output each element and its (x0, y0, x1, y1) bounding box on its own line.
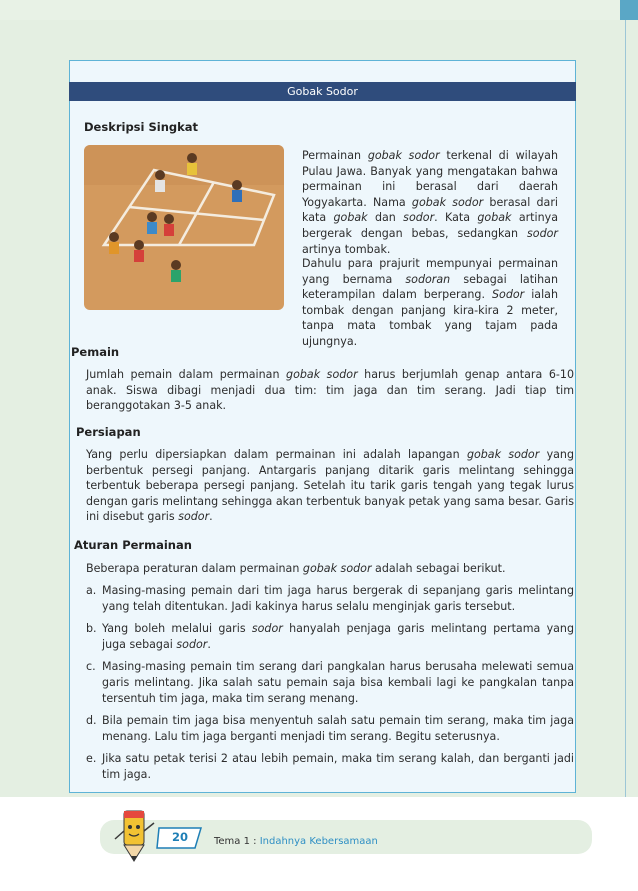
italic-term: gobak sodor (302, 562, 372, 575)
aturan-intro (86, 561, 574, 577)
text-run: . (209, 510, 213, 524)
game-illustration (84, 145, 284, 310)
deskripsi-paragraph-1 (302, 148, 558, 257)
text-run: . Kata (434, 211, 478, 225)
italic-term: sodor (403, 211, 435, 225)
box-title: Gobak Sodor (69, 82, 576, 101)
rule-label: a. (86, 584, 97, 597)
italic-term: sodor (527, 226, 558, 240)
italic-term: sodoran (405, 272, 451, 286)
text-run: yang berbentuk persegi panjang. Antargaris panjang ditarik garis melintang sehingga terbentuk beberapa persegi panjang. Setelah itu tarik garis tengah yang tegak lurus dengan garis melintang sehingga akan terbentuk banyak petak yang sama besar. Garis ini disebut garis (86, 448, 575, 524)
pencil-mascot-icon (110, 805, 160, 867)
heading-aturan: Aturan Permainan (74, 538, 192, 552)
italic-term: Sodor (491, 288, 525, 302)
text-run: . (207, 637, 211, 651)
italic-term: gobak (477, 211, 512, 225)
page-number: 20 (171, 830, 188, 844)
italic-term: gobak sodor (466, 448, 540, 461)
rules-list (86, 583, 574, 783)
text-run: Masing-masing pemain dari tim jaga harus bergerak di sepanjang garis melintang yang telah ditentukan. Jadi kakinya harus selalu menginjak garis tersebut. (102, 584, 574, 613)
rule-text (102, 621, 574, 652)
rule-item (86, 583, 574, 614)
rule-text (102, 751, 574, 782)
footer-theme-label: Tema 1 : (214, 836, 260, 847)
text-run: Yang boleh melalui garis (102, 622, 252, 636)
rule-label: e. (86, 752, 97, 766)
rule-text (102, 659, 574, 706)
deskripsi-paragraph-2 (302, 256, 558, 350)
rule-item (86, 751, 574, 782)
text-run: Jumlah pemain dalam permainan (86, 368, 287, 381)
heading-deskripsi: Deskripsi Singkat (84, 120, 199, 134)
heading-persiapan: Persiapan (76, 425, 141, 439)
text-run: Permainan (302, 149, 368, 162)
text-run: artinya bergerak dengan bebas, sedangkan (302, 211, 559, 240)
italic-term: sodor (251, 622, 283, 636)
text-run: Bila pemain tim jaga bisa menyentuh salah satu pemain tim serang, maka tim jaga menang. Lalu tim jaga berganti menjadi tim serang. Begitu seterusnya. (102, 714, 574, 743)
text-run: sebagai latihan keterampilan dalam berperang. (302, 272, 558, 302)
rule-item (86, 621, 574, 652)
text-run: Yang perlu dipersiapkan dalam permainan ini adalah lapangan (86, 448, 467, 461)
rule-text (102, 713, 574, 744)
margin-line (625, 20, 626, 797)
text-run: ialah tombak dengan panjang kira-kira 2 meter, tanpa mata tombak yang tajam pada ujungnya. (302, 288, 558, 348)
rule-item (86, 713, 574, 744)
italic-term: sodor (176, 637, 208, 651)
text-run: hanyalah penjaga garis melintang pertama yang juga sebagai (102, 622, 575, 651)
footer-theme-name: Indahnya Kebersamaan (259, 836, 378, 847)
text-run: Beberapa peraturan dalam permainan (86, 562, 303, 575)
text-run: Jika satu petak terisi 2 atau lebih pemain, maka tim serang kalah, dan berganti jadi tim jaga. (102, 752, 574, 781)
heading-pemain: Pemain (71, 345, 120, 359)
rule-label: b. (86, 622, 97, 636)
rule-label: c. (86, 660, 96, 674)
italic-term: gobak sodor (367, 149, 440, 162)
italic-term: gobak (333, 211, 368, 225)
text-run: adalah sebagai berikut. (371, 562, 506, 575)
text-run: terkenal di wilayah Pulau Jawa. Banyak yang mengatakan bahwa permainan ini berasal dari daerah Yogyakarta. Nama (302, 149, 559, 209)
italic-term: gobak sodor (411, 195, 484, 209)
persiapan-paragraph (86, 447, 574, 525)
text-run: artinya tombak. (302, 242, 391, 256)
text-run: Dahulu para prajurit mempunyai permainan yang bernama (302, 257, 558, 286)
text-run: dan (367, 211, 404, 225)
italic-term: gobak sodor (286, 368, 358, 381)
text-run: Masing-masing pemain tim serang dari pangkalan harus berusaha melewati semua garis melintang. Jika salah satu pemain saja bisa kembali lagi ke pangkalan tanpa tersentuh tim jaga, maka tim serang menang. (102, 660, 574, 705)
top-corner-bar (620, 0, 638, 20)
italic-term: sodor (178, 510, 210, 524)
rule-item (86, 659, 574, 706)
rule-label: d. (86, 714, 97, 728)
pemain-paragraph (86, 367, 574, 414)
text-run: harus berjumlah genap antara 6-10 anak. Siswa dibagi menjadi dua tim: tim jaga dan tim serang. Jadi tiap tim beranggotakan 3-5 anak. (86, 368, 575, 413)
footer-theme (214, 836, 378, 847)
text-run: berasal dari kata (302, 195, 558, 225)
rule-text (102, 583, 574, 614)
top-stripe (0, 0, 638, 20)
